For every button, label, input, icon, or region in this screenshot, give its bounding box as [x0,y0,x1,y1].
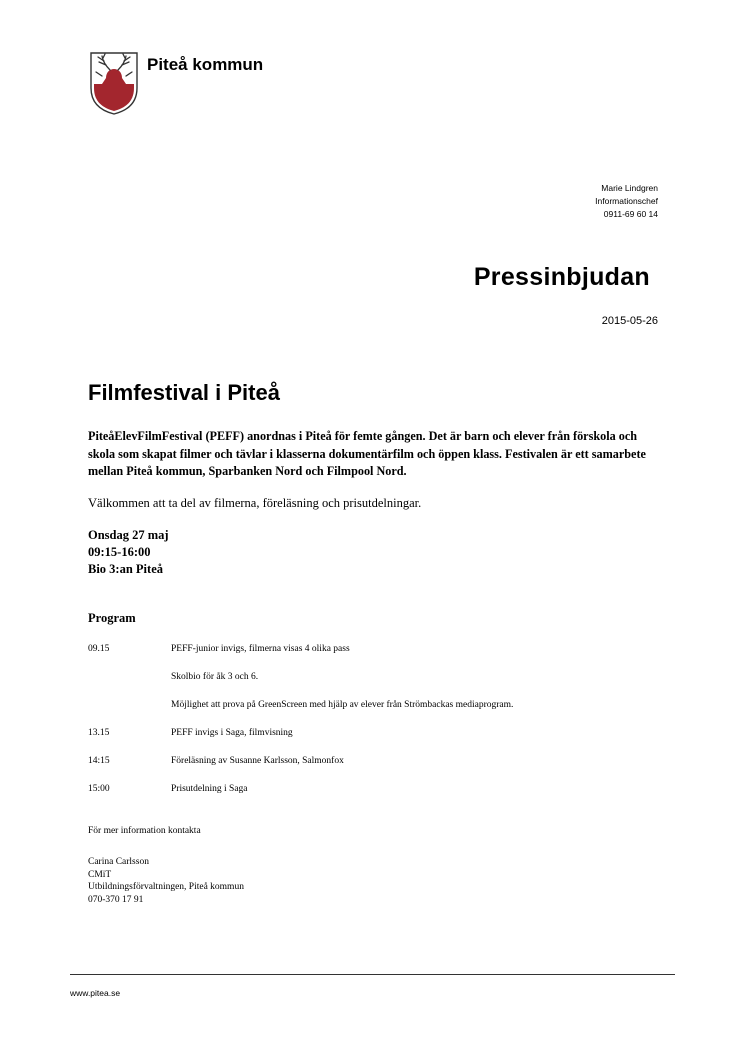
event-details [88,527,169,578]
document-type: Pressinbjudan [473,263,650,291]
event-venue: Bio 3:an Piteå [88,562,163,576]
program-heading: Program [88,611,136,625]
org-name: Piteå kommun [147,55,264,74]
secondary-contact-phone: 070-370 17 91 [88,894,144,905]
event-day: Onsdag 27 maj [88,528,169,542]
program-time: 15:00 [88,784,110,794]
program-text: Möjlighet att prova på GreenScreen med hjälp av elever från Strömbackas mediaprogram. [171,700,514,710]
program-text: Skolbio för åk 3 och 6. [171,672,259,682]
program-text: PEFF invigs i Saga, filmvisning [171,728,293,738]
footer-divider [70,974,675,975]
event-time: 09:15-16:00 [88,545,151,559]
more-info-text: För mer information kontakta [88,826,201,836]
secondary-contact-name: Carina Carlsson [88,857,149,867]
program-text: PEFF-junior invigs, filmerna visas 4 olika pass [171,644,350,654]
contact-name: Marie Lindgren [601,183,658,193]
contact-title: Informationschef [595,196,658,206]
program-time: 13.15 [88,728,110,738]
contact-phone: 0911-69 60 14 [603,209,658,219]
contact-block [595,182,658,221]
lead-paragraph: PiteåElevFilmFestival (PEFF) anordnas i Piteå för femte gången. Det är barn och elever från förskola och skola som skapat filmer och tävlar i klasserna dokumentärfilm och öppen klass. Festivalen är ett samarbete mellan Piteå kommun, Sparbanken Nord och Filmpool Nord. [88,429,646,478]
headline: Filmfestival i Piteå [88,380,280,405]
secondary-contact [88,856,244,906]
program-time: 14:15 [88,756,110,766]
secondary-contact-unit: CMiT [88,869,112,880]
program-text: Prisutdelning i Saga [171,784,248,794]
program-text: Föreläsning av Susanne Karlsson, Salmonfox [171,756,344,766]
document-date: 2015-05-26 [601,315,658,327]
welcome-text: Välkommen att ta del av filmerna, föreläsning och prisutdelningar. [88,496,422,510]
footer-url[interactable]: www.pitea.se [70,988,121,998]
program-time: 09.15 [88,644,110,654]
secondary-contact-org: Utbildningsförvaltningen, Piteå kommun [88,882,244,892]
reindeer-shield-icon [88,50,140,116]
